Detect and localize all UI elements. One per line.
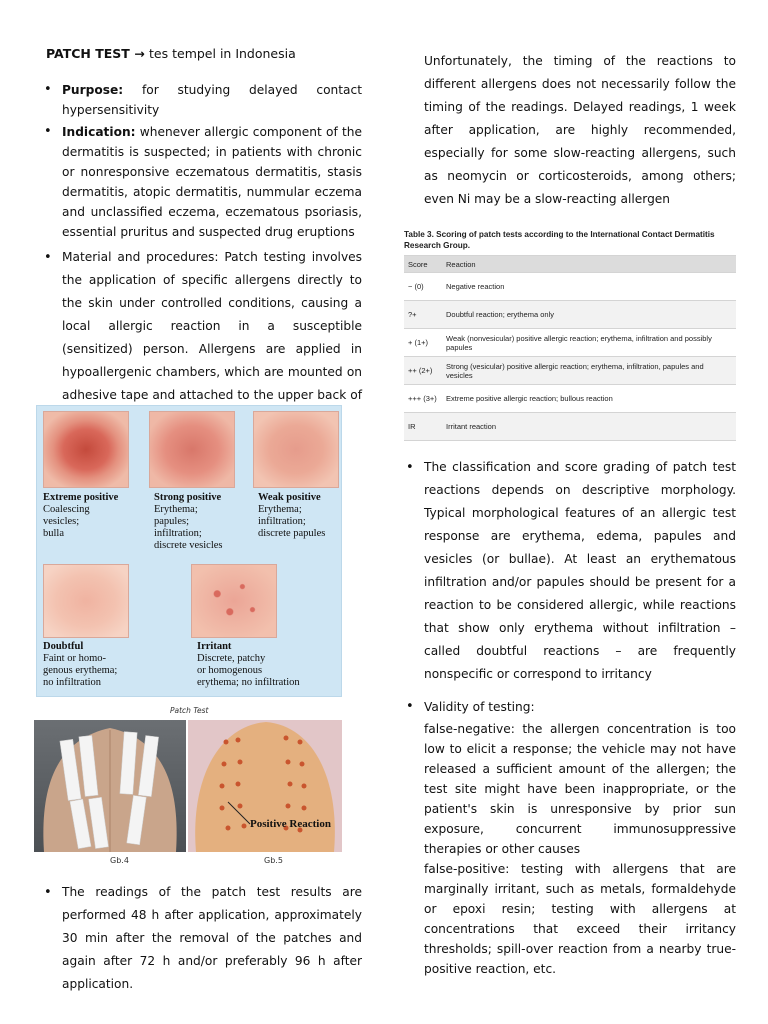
left-bullets bbox=[36, 80, 362, 430]
false-negative-paragraph bbox=[424, 719, 736, 859]
arrow-icon: → bbox=[134, 46, 145, 61]
validity-item bbox=[398, 697, 736, 979]
material-item bbox=[36, 246, 362, 430]
extreme-positive-photo bbox=[43, 411, 129, 488]
false-positive-label: false-positive: bbox=[424, 862, 510, 876]
figure-caption: Patch Test bbox=[170, 706, 209, 715]
scoring-table bbox=[404, 255, 736, 441]
fig-item-0: Extreme positive Coalescing vesicles; bulla bbox=[43, 492, 119, 539]
false-positive-paragraph bbox=[424, 859, 736, 979]
page-title bbox=[46, 46, 296, 61]
title-rest: tes tempel in Indonesia bbox=[149, 46, 296, 61]
indication-label: Indication: bbox=[62, 125, 136, 139]
positive-reaction-photo bbox=[188, 720, 342, 852]
irritant-photo bbox=[191, 564, 277, 638]
gb5-caption: Gb.5 bbox=[264, 856, 283, 865]
purpose-text: for studying delayed contact hypersensitivity bbox=[62, 83, 362, 117]
table-title: Table 3. Scoring of patch tests according to the International Contact Dermatitis Research Group. bbox=[404, 230, 715, 250]
material-text: Patch testing involves the application of specific allergens directly to the skin under controlled conditions, causing a local allergic reaction in a susceptible (sensitized) person. Allergens are applied in hypoallergenic chambers, which are mounted on adhesive tape and attached to the upper back of bbox=[62, 250, 363, 402]
fig-item-3: Doubtful Faint or homo- genous erythema; no infiltration bbox=[43, 641, 118, 688]
back-patches-photo bbox=[34, 720, 186, 852]
table-header-score: Score bbox=[404, 256, 442, 273]
fig-item-1: Strong positive Erythema; papules; infiltration; discrete vesicles bbox=[154, 492, 223, 551]
scoring-table-box bbox=[404, 229, 736, 441]
false-negative-text: the allergen concentration is too low to elicit a response; the vehicle may not have released a sufficient amount of the allergen; the test site might have been inappropriate, or the patient's skin is unresponsive by prior sun exposure, concurrent immunosuppressive therapies or other causes bbox=[424, 722, 736, 856]
readings-section bbox=[36, 881, 362, 996]
table-row: IR Irritant reaction bbox=[404, 413, 736, 441]
material-label: Material and procedures: bbox=[62, 250, 219, 264]
positive-reaction-label: Positive Reaction bbox=[250, 818, 331, 830]
purpose-label: Purpose: bbox=[62, 83, 124, 97]
readings-item: • The readings of the patch test results are performed 48 h after application, approximately 30 min after the removal of the patches and again after 72 h and/or preferably 96 h after application. bbox=[36, 881, 362, 996]
fig-item-2: Weak positive Erythema; infiltration; discrete papules bbox=[258, 492, 326, 539]
table-row: + (1+) Weak (nonvesicular) positive allergic reaction; erythema, infiltration and possibly papules bbox=[404, 329, 736, 357]
title-main: PATCH TEST bbox=[46, 46, 130, 61]
timing-text: Unfortunately, the timing of the reactions to different allergens does not necessarily follow the timing of the readings. Delayed readings, 1 week after application, are highly recommended, especially for some slow-reacting allergens, such as neomycin or corticosteroids, among others; even Ni may be a slow-reacting allergen bbox=[424, 54, 736, 206]
table-row: ++ (2+) Strong (vesicular) positive allergic reaction; erythema, infiltration, papules and vesicles bbox=[404, 357, 736, 385]
indication-text: whenever allergic component of the dermatitis is suspected; in patients with chronic or nonresponsive eczematous dermatitis, stasis dermatitis, atopic dermatitis, nummular eczema and unclassified eczema, eczematous psoriasis, essential pruritus and suspected drug eruptions bbox=[62, 125, 362, 239]
fig-item-4: Irritant Discrete, patchy or homogenous erythema; no infiltration bbox=[197, 641, 300, 688]
patch-test-grades-figure bbox=[36, 405, 342, 697]
positive-reaction-illustration bbox=[188, 720, 342, 852]
classification-section bbox=[398, 456, 736, 686]
validity-label: Validity of testing: bbox=[424, 700, 535, 714]
table-row: +++ (3+) Extreme positive allergic reaction; bullous reaction bbox=[404, 385, 736, 413]
table-row: − (0) Negative reaction bbox=[404, 273, 736, 301]
doubtful-photo bbox=[43, 564, 129, 638]
weak-positive-photo bbox=[253, 411, 339, 488]
false-negative-label: false-negative: bbox=[424, 722, 515, 736]
gb4-caption: Gb.4 bbox=[110, 856, 129, 865]
strong-positive-photo bbox=[149, 411, 235, 488]
purpose-item bbox=[36, 80, 362, 120]
classification-item: • The classification and score grading of patch test reactions depends on descriptive morphology. Typical morphological features of an allergic test response are erythema, edema, papules and vesicles (or bullae). At least an erythematous infiltration and/or papules should be present for a reaction to be considered allergic, while reactions that show only erythema without infiltration – called doubtful reactions – are frequently nonspecific or correspond to irritancy bbox=[398, 456, 736, 686]
false-positive-text: testing with allergens that are marginally irritant, such as metals, formaldehyde or epoxi resin; testing with allergens at concentrations that exceed their irritancy thresholds; spill-over reaction from a nearby true-positive reaction, etc. bbox=[424, 862, 736, 976]
back-patches-illustration bbox=[34, 720, 186, 852]
validity-section bbox=[398, 697, 736, 979]
table-header-reaction: Reaction bbox=[442, 256, 736, 273]
indication-item bbox=[36, 122, 362, 242]
table-row: ?+ Doubtful reaction; erythema only bbox=[404, 301, 736, 329]
timing-paragraph bbox=[424, 50, 736, 211]
